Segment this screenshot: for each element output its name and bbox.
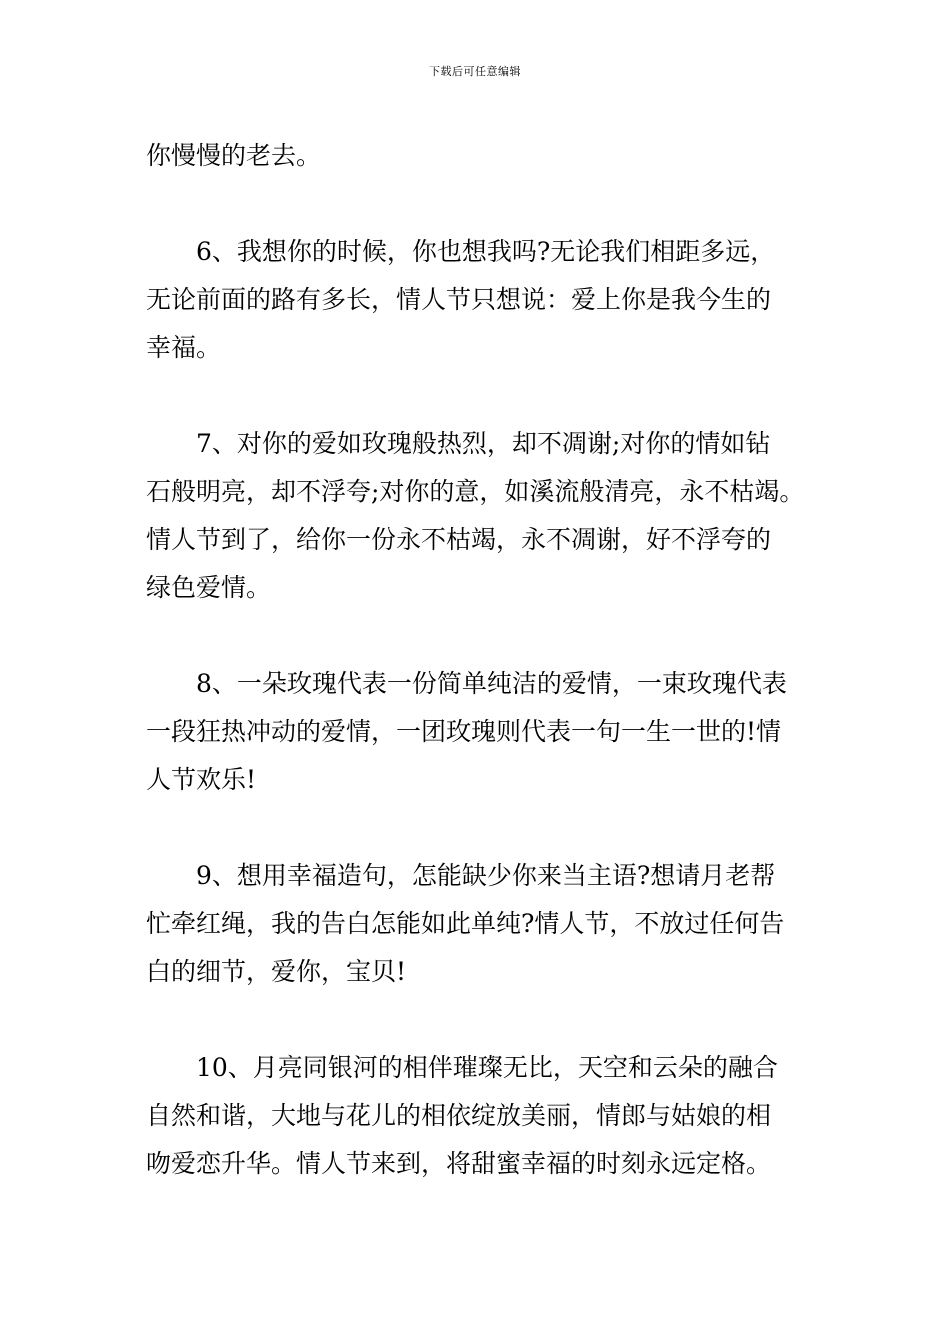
paragraph-item-7: [146, 420, 826, 612]
page-header: [0, 64, 950, 80]
text-line: 幸福。: [146, 333, 222, 362]
text-line: 忙牵红绳，我的告白怎能如此单纯?情人节，不放过任何告: [146, 909, 785, 938]
text-line: 人节欢乐!: [146, 765, 257, 794]
text-line: 7、对你的爱如玫瑰般热烈，却不凋谢;对你的情如钻: [196, 429, 771, 458]
text-line: 情人节到了，给你一份永不枯竭，永不凋谢，好不浮夸的: [146, 525, 772, 554]
text-line: 吻爱恋升华。情人节来到，将甜蜜幸福的时刻永远定格。: [146, 1149, 772, 1178]
text-line: 无论前面的路有多长，情人节只想说：爱上你是我今生的: [146, 285, 772, 314]
header-text: 下载后可任意编辑: [429, 65, 521, 78]
document-body: [146, 132, 826, 1188]
paragraph-item-9: [146, 852, 826, 996]
text-line: 6、我想你的时候，你也想我吗?无论我们相距多远，: [196, 237, 776, 266]
paragraph-continuation: [146, 132, 826, 180]
text-line: 10、月亮同银河的相伴璀璨无比，天空和云朵的融合: [196, 1053, 778, 1082]
text-line: 一段狂热冲动的爱情，一团玫瑰则代表一句一生一世的!情: [146, 717, 782, 746]
text-line: 白的细节，爱你，宝贝!: [146, 957, 407, 986]
paragraph-item-10: [146, 1044, 826, 1188]
text-line: 9、想用幸福造句，怎能缺少你来当主语?想请月老帮: [196, 861, 776, 890]
text-line: 你慢慢的老去。: [146, 141, 322, 170]
text-line: 绿色爱情。: [146, 573, 272, 602]
text-line: 石般明亮，却不浮夸;对你的意，如溪流般清亮，永不枯竭。: [146, 477, 805, 506]
paragraph-item-6: [146, 228, 826, 372]
paragraph-item-8: [146, 660, 826, 804]
text-line: 自然和谐，大地与花儿的相依绽放美丽，情郎与姑娘的相: [146, 1101, 772, 1130]
text-line: 8、一朵玫瑰代表一份简单纯洁的爱情，一束玫瑰代表: [196, 669, 787, 698]
